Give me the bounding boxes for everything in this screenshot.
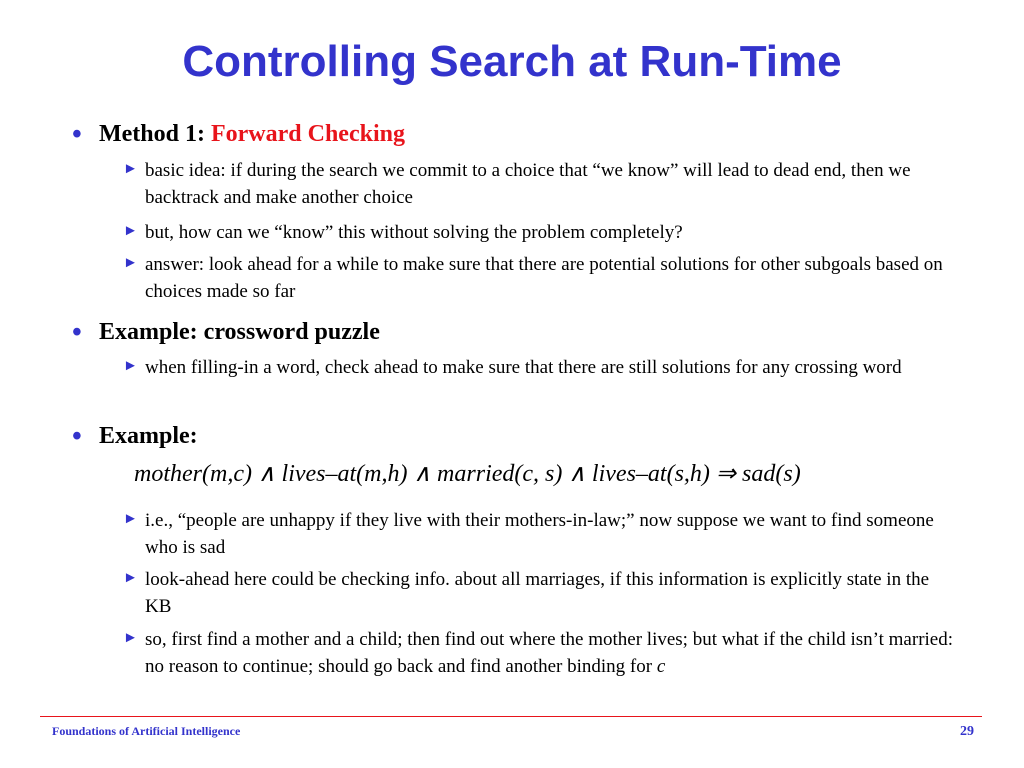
logic-formula: mother(m,c) ∧ lives–at(m,h) ∧ married(c, s) ∧ lives–at(s,h) ⇒ sad(s): [134, 461, 801, 487]
sub-bullet-text: look-ahead here could be checking info. about all marriages, if this information is explicitly state in the KB: [145, 569, 930, 617]
sub-bullet: [123, 251, 955, 305]
bullet-label: Example: crossword puzzle: [99, 319, 380, 345]
arrow-right-icon: ►: [123, 161, 138, 177]
sub-bullet-text: answer: look ahead for a while to make sure that there are potential solutions for other subgoals based on choices made so far: [145, 254, 943, 302]
sub-bullet-text: but, how can we “know” this without solving the problem completely?: [145, 222, 683, 243]
bullet-example-crossword: [72, 317, 380, 348]
sub-bullet: [123, 626, 955, 680]
sub-bullet-text: basic idea: if during the search we commit to a choice that “we know” will lead to dead end, then we backtrack and make another choice: [145, 160, 911, 208]
sub-bullet: [123, 219, 955, 246]
bullet-example: [72, 421, 198, 452]
bullet-dot-icon: •: [72, 317, 82, 348]
sub-bullet-text: so, first find a mother and a child; then find out where the mother lives; but what if the child isn’t married: no reason to continue; should go back and find another binding for: [145, 629, 954, 677]
sub-bullet-text: i.e., “people are unhappy if they live with their mothers-in-law;” now suppose we want to find someone who is sad: [145, 510, 934, 558]
arrow-right-icon: ►: [123, 570, 138, 586]
bullet-label: Method 1:: [99, 121, 211, 147]
sub-bullet: [123, 566, 955, 620]
footer-course-title: Foundations of Artificial Intelligence: [52, 724, 241, 738]
page-number: 29: [960, 724, 974, 739]
bullet-highlight: Forward Checking: [210, 121, 405, 147]
sub-bullet: [123, 507, 955, 561]
bullet-dot-icon: •: [72, 119, 82, 150]
sub-bullet: [123, 157, 955, 211]
arrow-right-icon: ►: [123, 358, 138, 374]
arrow-right-icon: ►: [123, 630, 138, 646]
arrow-right-icon: ►: [123, 223, 138, 239]
bullet-label: Example:: [99, 423, 198, 449]
bullet-dot-icon: •: [72, 421, 82, 452]
arrow-right-icon: ►: [123, 511, 138, 527]
slide-title: Controlling Search at Run-Time: [182, 37, 842, 86]
sub-bullet: [123, 354, 955, 381]
arrow-right-icon: ►: [123, 255, 138, 271]
sub-bullet-text: when filling-in a word, check ahead to make sure that there are still solutions for any crossing word: [145, 357, 902, 378]
bullet-method-1: [72, 119, 405, 150]
footer-rule: [40, 716, 982, 717]
variable-c: c: [656, 656, 666, 677]
